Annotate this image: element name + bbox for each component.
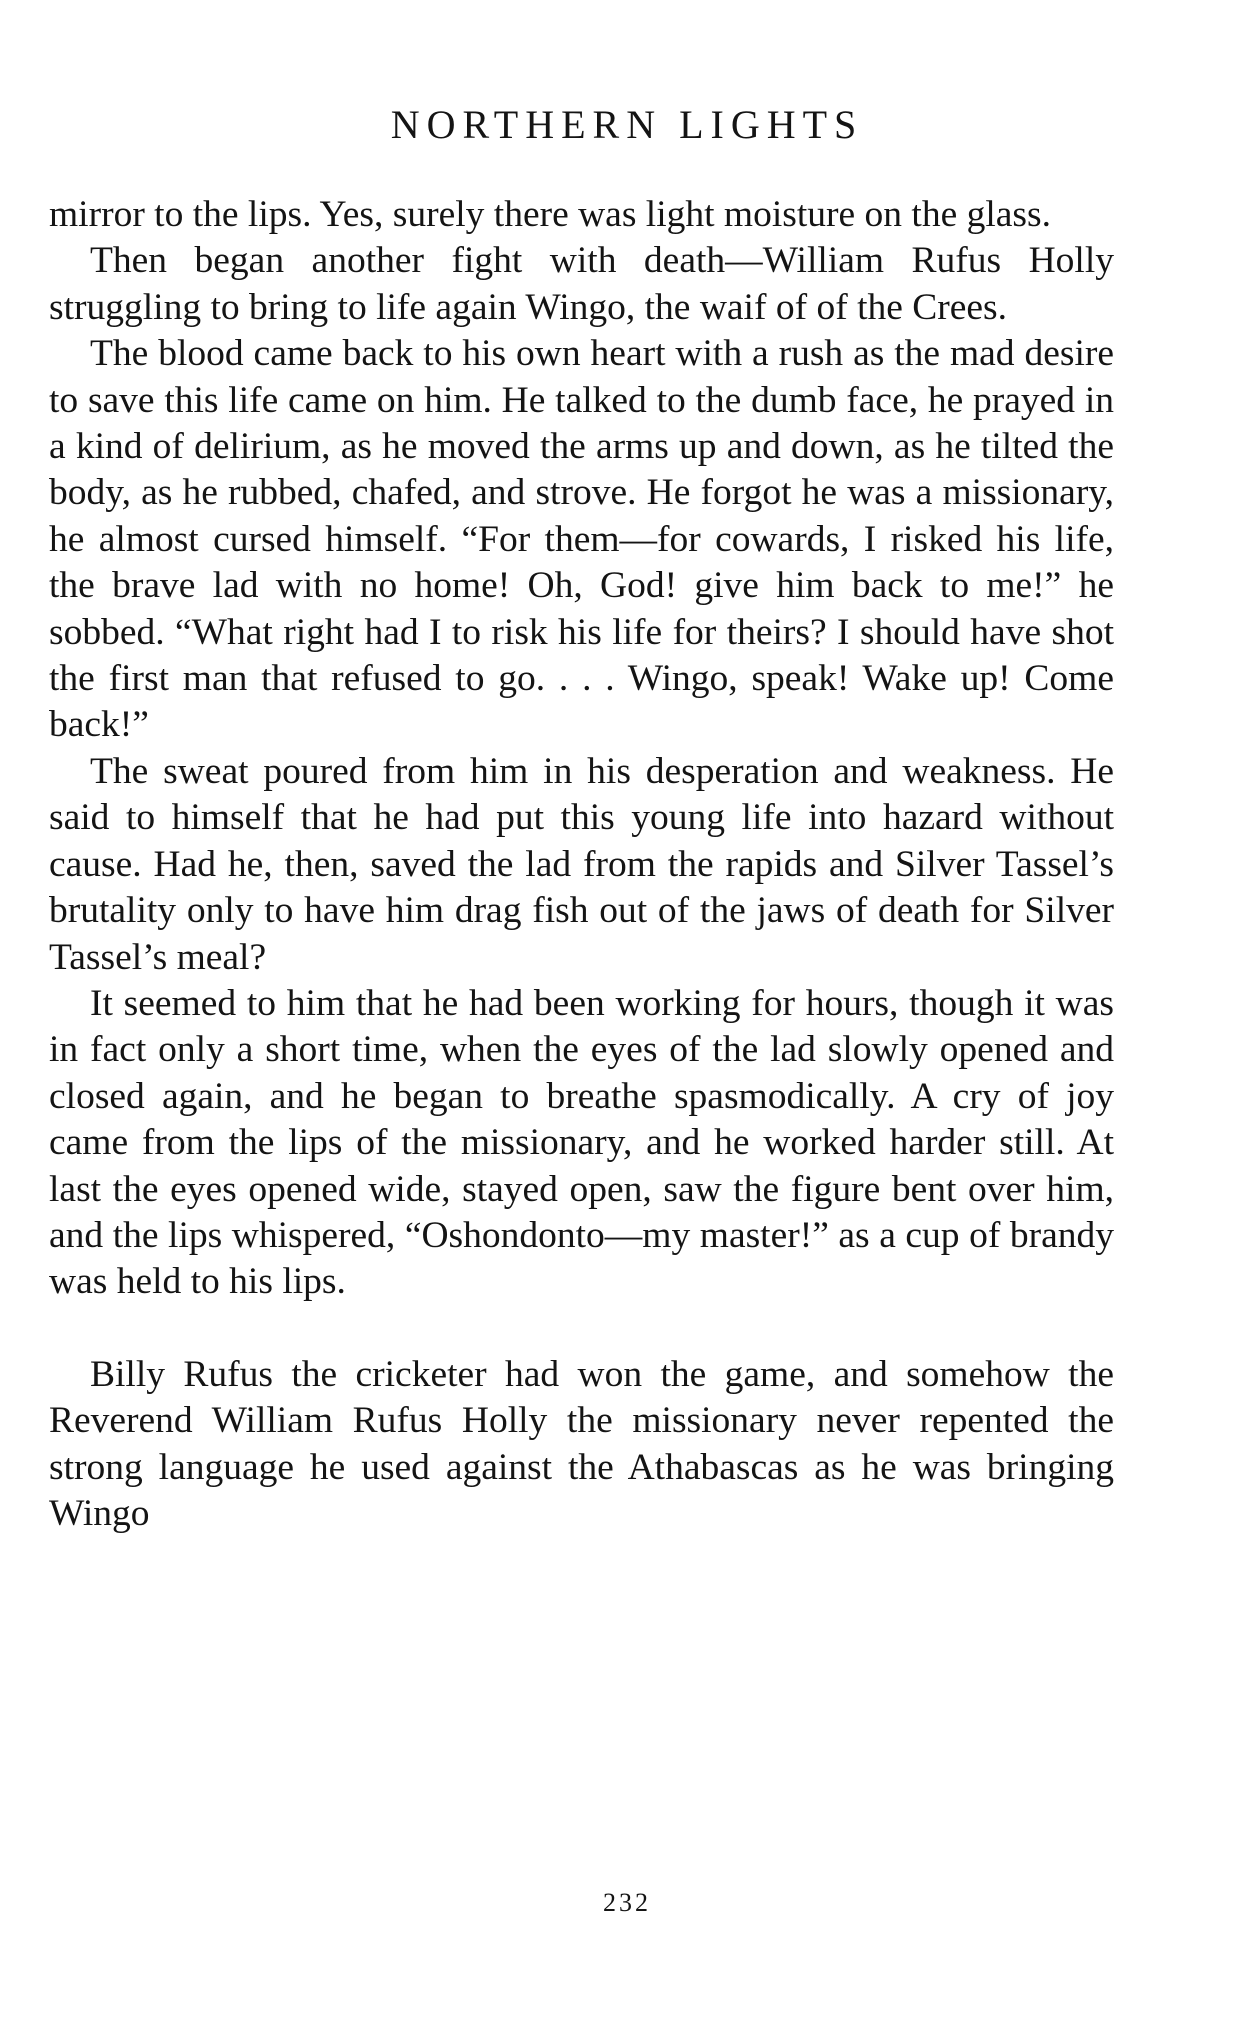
- paragraph: Then began another fight with death—William Rufus Holly struggling to bring to life again Wingo, the waif of of the Crees.: [49, 240, 1114, 328]
- paragraph: The blood came back to his own heart with a rush as the mad desire to save this life came on him. He talked to the dumb face, he prayed in a kind of delirium, as he moved the arms up and down, as he tilted the body, as he rubbed, chafed, and strove. He forgot he was a missionary, he almost cursed himself. “For them—for cowards, I risked his life, the brave lad with no home! Oh, God! give him back to me!” he sobbed. “What right had I to risk his life for theirs? I should have shot the first man that refused to go. . . . Wingo, speak! Wake up! Come back!”: [49, 333, 1114, 746]
- page-number: 232: [603, 1888, 651, 1917]
- paragraph: The sweat poured from him in his desperation and weakness. He said to himself that he had put this young life into hazard without cause. Had he, then, saved the lad from the rapids and Silver Tassel’s brutality only to have him drag fish out of the jaws of death for Silver Tassel’s meal?: [49, 750, 1114, 978]
- section-break: [49, 1306, 1114, 1352]
- running-head: NORTHERN LIGHTS: [390, 102, 864, 147]
- body-text: [49, 192, 1114, 1537]
- paragraph: Billy Rufus the cricketer had won the game, and somehow the Reverend William Rufus Holly the missionary never repented the strong language he used against the Athabascas as he was bringing Wingo: [49, 1353, 1114, 1534]
- paragraph: mirror to the lips. Yes, surely there was light moisture on the glass.: [49, 194, 1051, 235]
- paragraph: It seemed to him that he had been working for hours, though it was in fact only a short time, when the eyes of the lad slowly opened and closed again, and he began to breathe spasmodically. A cry of joy came from the lips of the missionary, and he worked harder still. At last the eyes opened wide, stayed open, saw the figure bent over him, and the lips whispered, “Oshondonto—my master!” as a cup of brandy was held to his lips.: [49, 982, 1114, 1303]
